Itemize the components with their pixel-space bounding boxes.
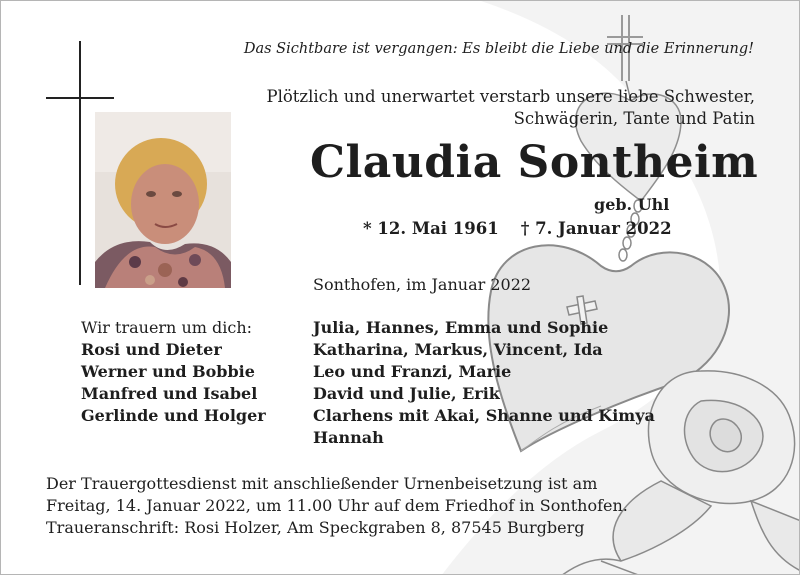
intro-line-1: Plötzlich und unerwartet verstarb unsere liebe Schwester, [266, 87, 755, 106]
motto: Das Sichtbare ist vergangen: Es bleibt die Liebe und die Erinnerung! [243, 41, 754, 57]
mourner-entry: Hannah [313, 428, 384, 447]
life-dates [363, 219, 672, 238]
place-date: Sonthofen, im Januar 2022 [313, 275, 532, 294]
birth-date: * 12. Mai 1961 [363, 219, 499, 238]
mourner-entry: Clarhens mit Akai, Shanne und Kimya [313, 406, 655, 425]
service-line-2: Freitag, 14. Januar 2022, um 11.00 Uhr auf dem Friedhof in Sonthofen. [46, 496, 628, 515]
intro-line-2: Schwägerin, Tante und Patin [513, 109, 755, 128]
mourners-heading: Wir trauern um dich: [81, 318, 253, 337]
birth-name: geb. Uhl [594, 195, 670, 214]
service-line-1: Der Trauergottesdienst mit anschließender Urnenbeisetzung ist am [46, 474, 598, 493]
mourning-address: Traueranschrift: Rosi Holzer, Am Speckgraben 8, 87545 Burgberg [46, 518, 585, 537]
mourner-entry: David und Julie, Erik [313, 384, 500, 403]
death-date: † 7. Januar 2022 [520, 219, 672, 238]
mourner-entry: Werner und Bobbie [81, 362, 255, 381]
mourners-right [313, 317, 655, 449]
mourners-left [81, 317, 266, 427]
mourner-entry: Rosi und Dieter [81, 340, 222, 359]
deceased-name: Claudia Sontheim [310, 137, 759, 188]
mourner-entry: Leo und Franzi, Marie [313, 362, 512, 381]
mourner-entry: Manfred und Isabel [81, 384, 258, 403]
service-info [46, 473, 628, 539]
mourner-entry: Katharina, Markus, Vincent, Ida [313, 340, 603, 359]
mourner-entry: Gerlinde und Holger [81, 406, 266, 425]
portrait-photo [95, 112, 231, 288]
mourner-entry: Julia, Hannes, Emma und Sophie [313, 318, 609, 337]
